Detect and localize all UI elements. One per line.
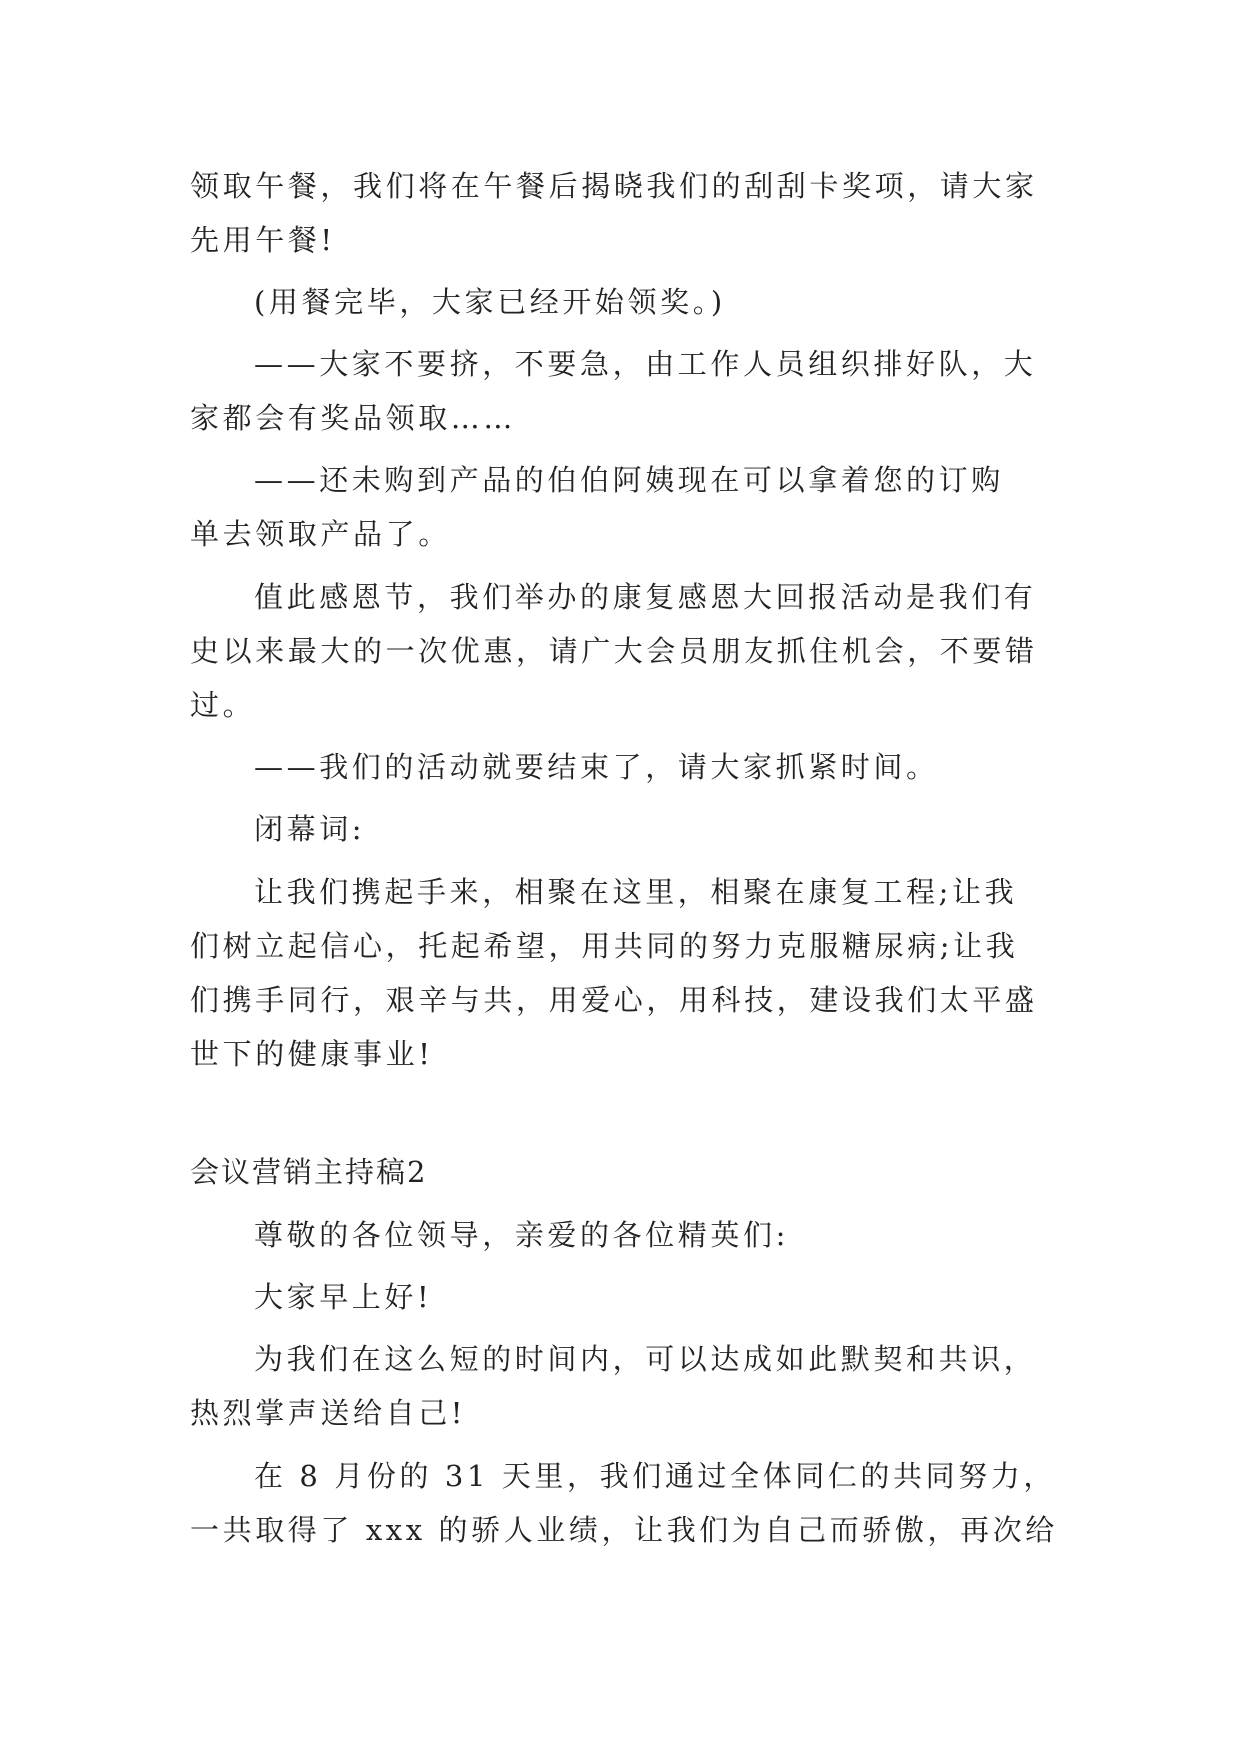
paragraph-line: 值此感恩节，我们举办的康复感恩大回报活动是我们有: [254, 580, 1037, 614]
section-heading: 会议营销主持稿2: [190, 1155, 428, 1189]
paragraph-line: 在 8 月份的 31 天里，我们通过全体同仁的共同努力，: [254, 1459, 1057, 1493]
paragraph-line: ——大家不要挤，不要急，由工作人员组织排好队，大: [254, 347, 1037, 381]
paragraph-line: 世下的健康事业!: [190, 1037, 434, 1071]
paragraph-line: 一共取得了 xxx 的骄人业绩，让我们为自己而骄傲，再次给: [190, 1513, 1058, 1547]
paragraph-line: 史以来最大的一次优惠，请广大会员朋友抓住机会，不要错: [190, 634, 1038, 668]
paragraph-line: 让我们携起手来，相聚在这里，相聚在康复工程;让我: [254, 875, 1018, 909]
paragraph-line: ——还未购到产品的伯伯阿姨现在可以拿着您的订购: [254, 463, 1004, 497]
paragraph-line: 先用午餐!: [190, 223, 336, 257]
paragraph-line: 们树立起信心，托起希望，用共同的努力克服糖尿病;让我: [190, 929, 1019, 963]
paragraph-line: 热烈掌声送给自己!: [190, 1396, 467, 1430]
paragraph-line: ——我们的活动就要结束了，请大家抓紧时间。: [254, 750, 939, 784]
paragraph-line: 过。: [190, 688, 256, 722]
paragraph-line: 大家早上好!: [254, 1280, 433, 1314]
paragraph-line: 尊敬的各位领导，亲爱的各位精英们:: [254, 1218, 789, 1252]
paragraph-line: 闭幕词:: [254, 812, 366, 846]
paragraph-line: 为我们在这么短的时间内，可以达成如此默契和共识，: [254, 1342, 1037, 1376]
paragraph-line: 领取午餐，我们将在午餐后揭晓我们的刮刮卡奖项，请大家: [190, 169, 1038, 203]
paragraph-line: 家都会有奖品领取……: [190, 401, 517, 435]
paragraph-line: (用餐完毕，大家已经开始领奖。): [254, 285, 726, 319]
paragraph-line: 单去领取产品了。: [190, 517, 451, 551]
paragraph-line: 们携手同行，艰辛与共，用爱心，用科技，建设我们太平盛: [190, 983, 1038, 1017]
